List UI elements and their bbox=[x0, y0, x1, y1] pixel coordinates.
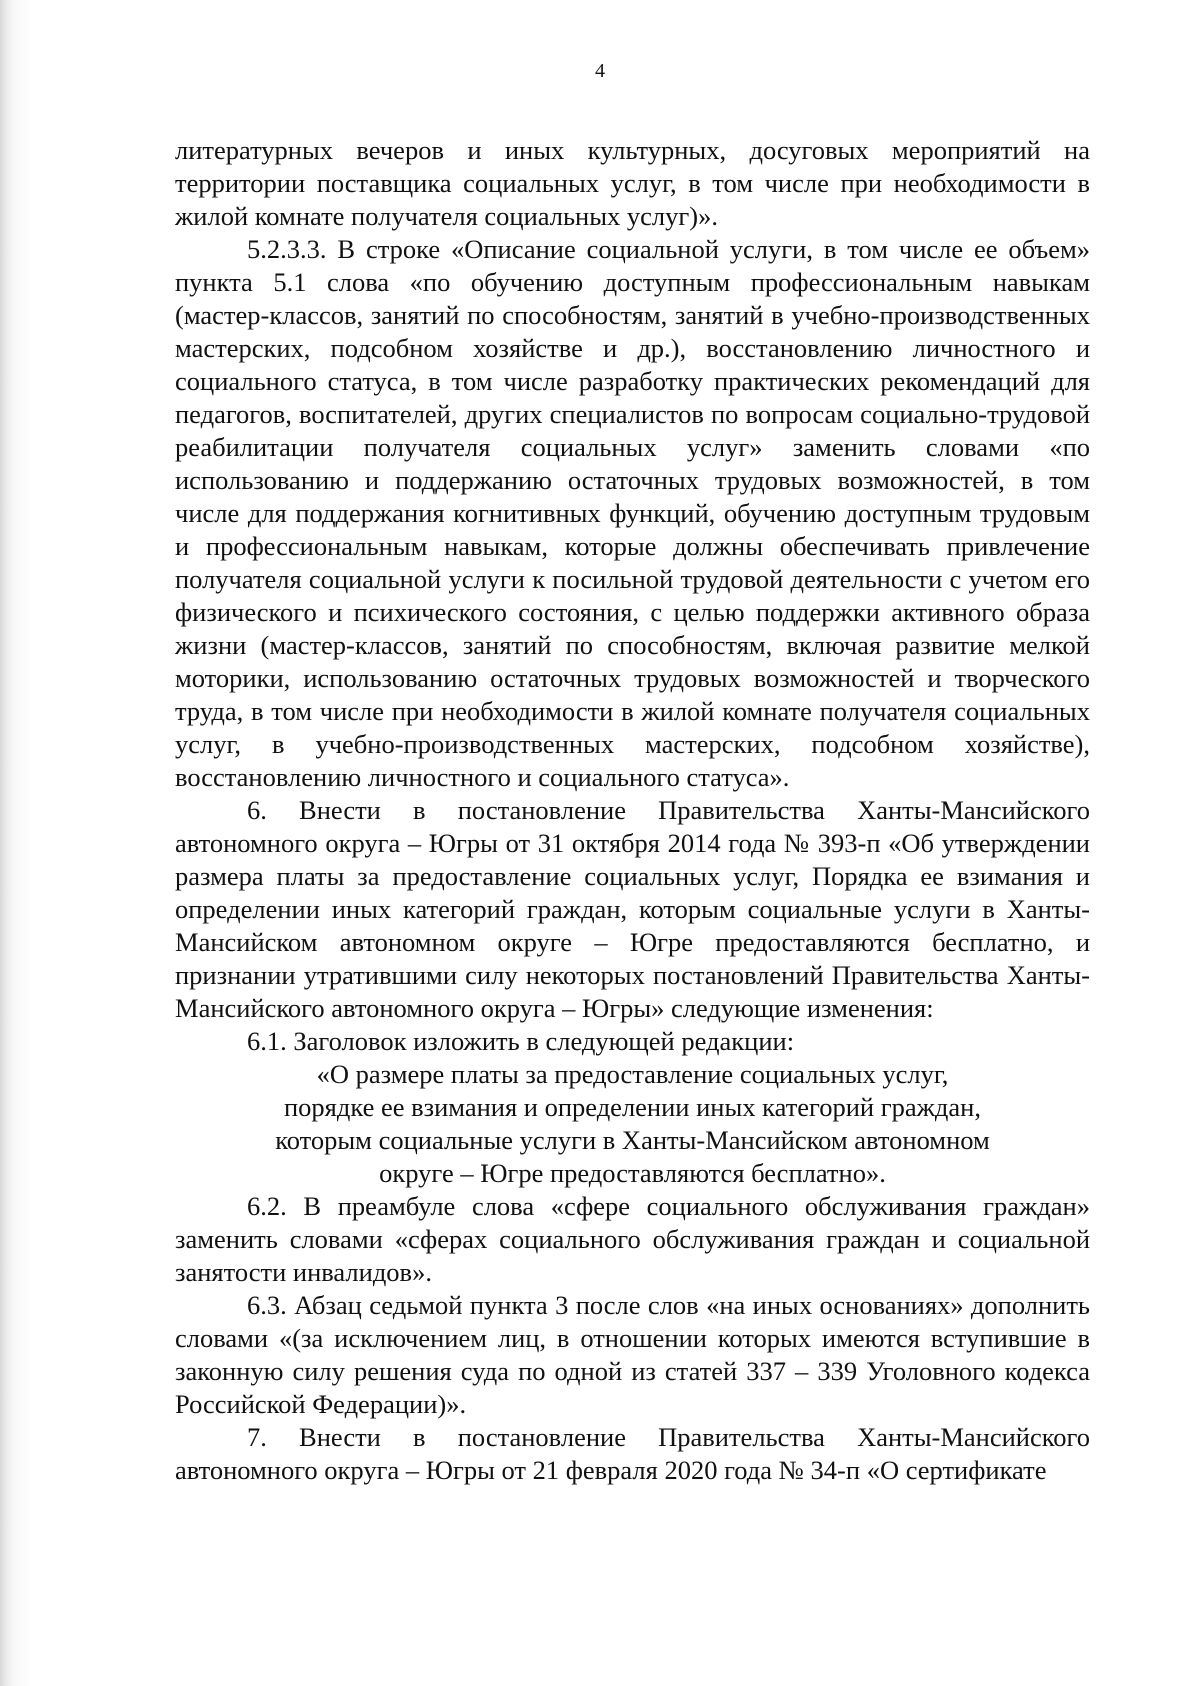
paragraph-6: 6. Внести в постановление Правительства Ханты-Мансийского автономного округа – Югры от 31 октября 2014 года № 393-п «Об утверждении размера платы за предоставление социальных услуг, Порядка ее взимания и определении иных категорий граждан, которым социальные услуги в Ханты-Мансийском автономном округе – Югре предоставляются бесплатно, и признании утратившими силу некоторых постановлений Правительства Ханты-Мансийского автономного округа – Югры» следующие изменения: bbox=[175, 795, 1090, 1023]
new-title-line: «О размере платы за предоставление социальных услуг, bbox=[316, 1059, 949, 1089]
scan-edge-shadow bbox=[0, 0, 34, 1686]
paragraph-6-1: 6.1. Заголовок изложить в следующей редакции: bbox=[247, 1026, 795, 1056]
page-number: 4 bbox=[595, 60, 605, 82]
document-body bbox=[175, 134, 1090, 1487]
paragraph-6-2: 6.2. В преамбуле слова «сфере социального обслуживания граждан» заменить словами «сферах социального обслуживания граждан и социальной занятости инвалидов». bbox=[175, 1191, 1090, 1287]
new-title-line: порядке ее взимания и определении иных категорий граждан, bbox=[284, 1092, 981, 1122]
paragraph-5-2-3-3: 5.2.3.3. В строке «Описание социальной услуги, в том числе ее объем» пункта 5.1 слова «по обучению доступным профессиональным навыкам (мастер-классов, занятий по способностям, занятий в учебно-производственных мастерских, подсобном хозяйстве и др.), восстановлению личностного и социального статуса, в том числе разработку практических рекомендаций для педагогов, воспитателей, других специалистов по вопросам социально-трудовой реабилитации получателя социальных услуг» заменить словами «по использованию и поддержанию остаточных трудовых возможностей, в том числе для поддержания когнитивных функций, обучению доступным трудовым и профессиональным навыкам, которые должны обеспечивать привлечение получателя социальной услуги к посильной трудовой деятельности с учетом его физического и психического состояния, с целью поддержки активного образа жизни (мастер-классов, занятий по способностям, включая развитие мелкой моторики, использованию остаточных трудовых возможностей и творческого труда, в том числе при необходимости в жилой комнате получателя социальных услуг, в учебно-производственных мастерских, подсобном хозяйстве), восстановлению личностного и социального статуса». bbox=[175, 234, 1090, 792]
paragraph-6-3: 6.3. Абзац седьмой пункта 3 после слов «на иных основаниях» дополнить словами «(за исключением лиц, в отношении которых имеются вступившие в законную силу решения суда по одной из статей 337 – 339 Уголовного кодекса Российской Федерации)». bbox=[175, 1290, 1090, 1419]
new-title-line: округе – Югре предоставляются бесплатно». bbox=[379, 1158, 886, 1188]
new-title-line: которым социальные услуги в Ханты-Мансийском автономном bbox=[275, 1125, 990, 1155]
new-title-block bbox=[175, 1058, 1090, 1190]
paragraph-7: 7. Внести в постановление Правительства Ханты-Мансийского автономного округа – Югры от 21 февраля 2020 года № 34-п «О сертификате bbox=[175, 1422, 1090, 1485]
paragraph-continuation: литературных вечеров и иных культурных, досуговых мероприятий на территории поставщика социальных услуг, в том числе при необходимости в жилой комнате получателя социальных услуг)». bbox=[175, 135, 1090, 231]
